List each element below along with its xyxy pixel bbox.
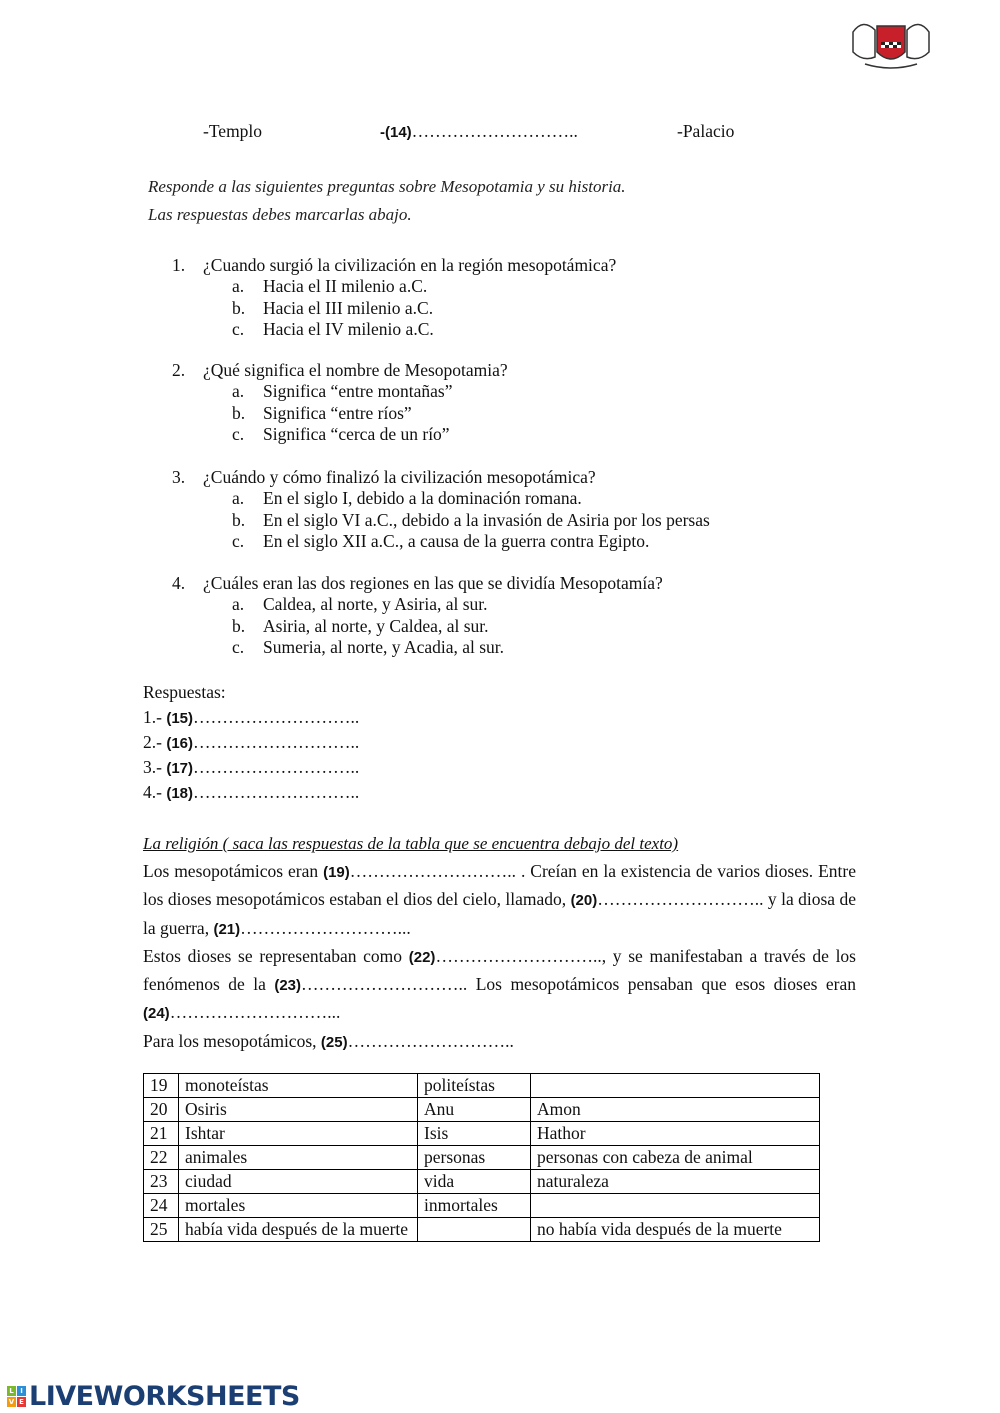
option-text: Hacia el III milenio a.C. — [263, 297, 434, 318]
blank-number[interactable]: (19) — [323, 864, 350, 881]
option-text: Hacia el IV milenio a.C. — [263, 318, 434, 339]
option-letter: b. — [232, 402, 246, 423]
row-number-cell: 25 — [144, 1218, 179, 1242]
row-number-cell: 21 — [144, 1122, 179, 1146]
option-cell: personas — [418, 1146, 531, 1170]
option-letter: a. — [232, 488, 245, 509]
option-text: Asiria, al norte, y Caldea, al sur. — [263, 615, 489, 636]
paragraph-text: ……………………….. . Creían en la existencia de varios dioses. Entre los dioses mesopotámicos estaban el dios del cielo, llamado, — [143, 861, 856, 910]
option-cell: ciudad — [179, 1170, 418, 1194]
blank-number[interactable]: (25) — [320, 1033, 348, 1051]
paragraph-text: ……………………….. — [347, 1030, 514, 1051]
blank-number: (16) — [166, 735, 194, 752]
paragraph-text: ………………………... — [169, 1002, 341, 1023]
option-text: Sumeria, al norte, y Acadia, al sur. — [263, 636, 505, 657]
answer-option — [232, 616, 489, 637]
option-palacio: -Palacio — [677, 121, 735, 141]
blank-number[interactable]: (24) — [143, 1005, 170, 1023]
option-cell: había vida después de la muerte — [179, 1218, 418, 1242]
option-cell: Isis — [418, 1122, 531, 1146]
table-row — [144, 1194, 820, 1218]
question-number: 1. — [172, 255, 186, 275]
option-letter: b. — [232, 615, 246, 636]
religion-paragraph — [143, 858, 856, 1056]
answer-option — [232, 276, 427, 297]
option-letter: b. — [232, 509, 246, 530]
answer-option — [232, 594, 488, 615]
option-text: En el siglo VI a.C., debido a la invasión de Asiria por los persas — [263, 509, 710, 530]
paragraph-text: ………………………... — [240, 917, 411, 938]
row-number-cell: 23 — [144, 1170, 179, 1194]
blank-number: -(14) — [380, 124, 412, 141]
paragraph-text: Estos dioses se representaban como — [143, 945, 409, 966]
table-row — [144, 1146, 820, 1170]
school-crest-icon — [845, 12, 937, 72]
answer-option — [232, 319, 434, 340]
paragraph-text: Los mesopotámicos eran — [143, 861, 324, 881]
answer-blank[interactable] — [143, 757, 359, 778]
option-text: Significa “entre montañas” — [263, 381, 453, 402]
option-cell: personas con cabeza de animal — [531, 1146, 820, 1170]
answer-label: 4.- — [143, 782, 167, 802]
blank-number[interactable]: (22) — [408, 948, 436, 966]
answer-option — [232, 403, 412, 424]
table-row — [144, 1218, 820, 1242]
table-row — [144, 1074, 820, 1098]
option-cell: Hathor — [531, 1122, 820, 1146]
blank-number[interactable]: (20) — [570, 892, 598, 910]
answer-option — [232, 637, 504, 658]
answer-label: 1.- — [143, 707, 167, 727]
question-text: ¿Cuáles eran las dos regiones en las que se dividía Mesopotamía? — [203, 573, 663, 593]
answer-label: 2.- — [143, 732, 167, 752]
answer-option — [232, 488, 582, 509]
answer-option — [232, 424, 450, 445]
question-number: 3. — [172, 467, 186, 487]
blank-dots: ……………………….. — [193, 707, 360, 727]
blank-dots: ……………………….. — [411, 121, 578, 141]
option-cell — [418, 1218, 531, 1242]
option-templo: -Templo — [203, 121, 263, 141]
option-cell: politeístas — [418, 1074, 531, 1098]
row-number-cell: 19 — [144, 1074, 179, 1098]
blank-number[interactable]: (23) — [274, 977, 302, 995]
answer-option — [232, 510, 710, 531]
question-text: ¿Cuando surgió la civilización en la región mesopotámica? — [203, 255, 617, 275]
table-row — [144, 1170, 820, 1194]
paragraph-text: ……………………….., y se manifestaban a través de los fenómenos de la — [143, 945, 856, 995]
option-cell — [531, 1074, 820, 1098]
answers-title: Respuestas: — [143, 682, 226, 702]
option-letter: c. — [232, 636, 245, 657]
logo-blocks-icon: L I V E — [7, 1386, 26, 1407]
row-number-cell: 22 — [144, 1146, 179, 1170]
option-cell: inmortales — [418, 1194, 531, 1218]
option-letter: c. — [232, 530, 245, 551]
option-cell: animales — [179, 1146, 418, 1170]
answer-blank[interactable] — [143, 732, 359, 753]
option-cell: mortales — [179, 1194, 418, 1218]
option-cell: Amon — [531, 1098, 820, 1122]
table-row — [144, 1098, 820, 1122]
answer-option — [232, 381, 453, 402]
blank-dots: ……………………….. — [193, 782, 360, 802]
option-text: En el siglo I, debido a la dominación romana. — [263, 488, 582, 509]
row-number-cell: 24 — [144, 1194, 179, 1218]
option-text: Significa “entre ríos” — [263, 402, 412, 423]
option-cell: naturaleza — [531, 1170, 820, 1194]
logo-text: LIVEWORKSHEETS — [29, 1381, 300, 1412]
option-letter: b. — [232, 297, 246, 318]
option-text: En el siglo XII a.C., a causa de la guerra contra Egipto. — [263, 530, 650, 551]
option-cell: vida — [418, 1170, 531, 1194]
option-cell: Anu — [418, 1098, 531, 1122]
option-text: Hacia el II milenio a.C. — [263, 276, 428, 297]
liveworksheets-logo — [7, 1381, 300, 1412]
option-letter: a. — [232, 594, 245, 615]
answer-option — [232, 531, 649, 552]
answer-option — [232, 298, 433, 319]
table-row — [144, 1122, 820, 1146]
row-number-cell: 20 — [144, 1098, 179, 1122]
blank-number: (18) — [166, 785, 194, 802]
question-text: ¿Qué significa el nombre de Mesopotamia? — [203, 360, 508, 380]
paragraph-text: ……………………….. Los mesopotámicos pensaban que esos dioses eran — [301, 974, 856, 995]
question-text: ¿Cuándo y cómo finalizó la civilización mesopotámica? — [203, 467, 596, 487]
option-text: Significa “cerca de un río” — [263, 423, 450, 444]
blank-number: (15) — [166, 710, 194, 727]
answer-blank[interactable] — [143, 782, 359, 803]
option-letter: c. — [232, 423, 245, 444]
blank-number[interactable]: (21) — [213, 920, 241, 938]
option-cell: monoteístas — [179, 1074, 418, 1098]
option-letter: a. — [232, 276, 245, 297]
blank-dots: ……………………….. — [193, 732, 360, 752]
question-number: 2. — [172, 360, 186, 380]
option-letter: c. — [232, 318, 245, 339]
option-cell: Osiris — [179, 1098, 418, 1122]
option-letter: a. — [232, 381, 245, 402]
blank-dots: ……………………….. — [193, 757, 360, 777]
answer-blank[interactable] — [143, 707, 359, 728]
option-text: Caldea, al norte, y Asiria, al sur. — [263, 594, 488, 615]
blank-14[interactable] — [380, 121, 578, 142]
paragraph-text: Para los mesopotámicos, — [143, 1030, 321, 1051]
instruction-line: Responde a las siguientes preguntas sobre Mesopotamia y su historia. — [148, 177, 626, 196]
answer-label: 3.- — [143, 757, 167, 777]
blank-number: (17) — [166, 760, 194, 777]
question-number: 4. — [172, 573, 186, 593]
paragraph-text: ……………………….. y la diosa de la guerra, — [143, 889, 856, 938]
option-cell: no había vida después de la muerte — [531, 1218, 820, 1242]
answer-options-table — [143, 1073, 820, 1242]
option-cell — [531, 1194, 820, 1218]
religion-heading: La religión ( saca las respuestas de la tabla que se encuentra debajo del texto) — [143, 834, 679, 853]
option-cell: Ishtar — [179, 1122, 418, 1146]
instruction-line: Las respuestas debes marcarlas abajo. — [148, 205, 412, 224]
